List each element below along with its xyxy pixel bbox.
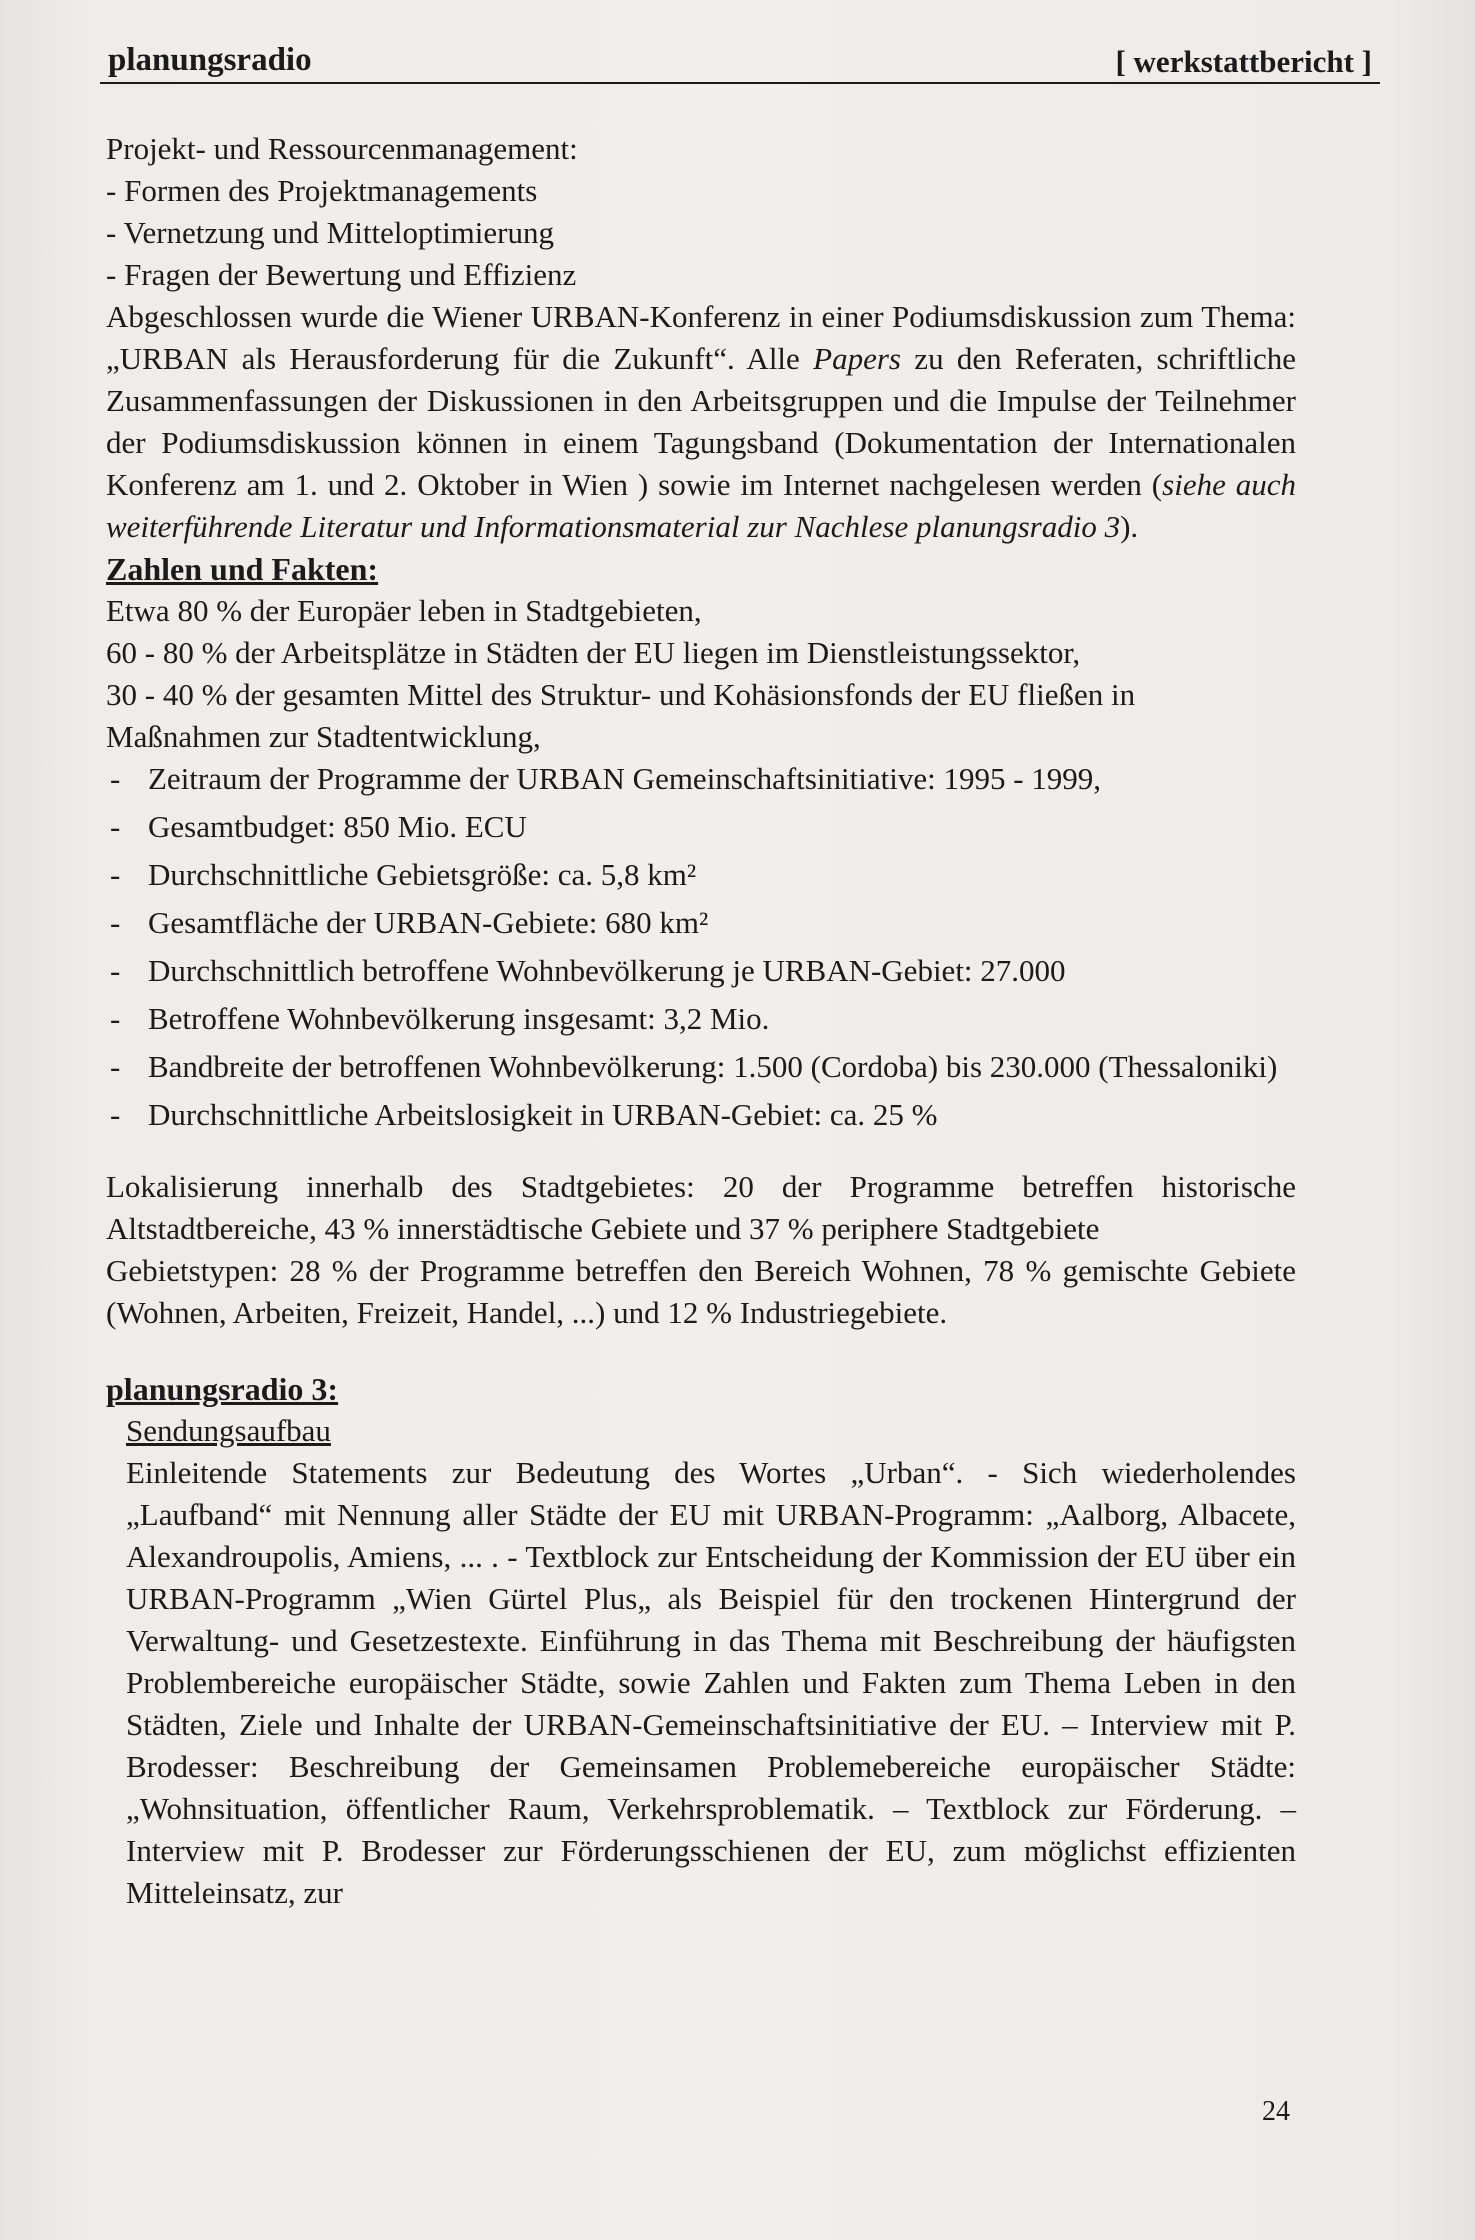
dash-marker: - <box>110 857 121 892</box>
conclusion-paragraph <box>106 296 1296 548</box>
fact-item-text: Betroffene Wohnbevölkerung insgesamt: 3,2 Mio. <box>148 1001 770 1036</box>
running-header <box>100 40 1380 84</box>
conclusion-text: ). <box>1120 509 1139 544</box>
facts-heading: Zahlen und Fakten: <box>106 551 379 587</box>
fact-item-text: Durchschnittliche Arbeitslosigkeit in URBAN-Gebiet: ca. 25 % <box>148 1097 938 1132</box>
dash-marker: - <box>110 1097 121 1132</box>
fact-list-item <box>106 902 1296 944</box>
area-types-paragraph: Gebietstypen: 28 % der Programme betreffen den Bereich Wohnen, 78 % gemischte Gebiete (Wohnen, Arbeiten, Freizeit, Handel, ...) und 12 % Industriegebiete. <box>106 1253 1296 1330</box>
fact-item-text: Durchschnittlich betroffene Wohnbevölkerung je URBAN-Gebiet: 27.000 <box>148 953 1066 988</box>
fact-line: 60 - 80 % der Arbeitsplätze in Städten der EU liegen im Dienstleistungssektor, <box>106 635 1081 670</box>
papers-word: Papers <box>813 341 901 376</box>
fact-line: Etwa 80 % der Europäer leben in Stadtgebieten, <box>106 593 702 628</box>
fact-list-item <box>106 950 1296 992</box>
intro-item: - Fragen der Bewertung und Effizienz <box>106 257 577 292</box>
dash-marker: - <box>110 953 121 988</box>
page-body <box>106 128 1296 1914</box>
dash-marker: - <box>110 761 121 796</box>
fact-list-item <box>106 998 1296 1040</box>
fact-item-text: Gesamtfläche der URBAN-Gebiete: 680 km² <box>148 905 709 940</box>
fact-list-item <box>106 758 1296 800</box>
radio3-section <box>126 1410 1296 1914</box>
dash-marker: - <box>110 1001 121 1036</box>
localization-paragraph: Lokalisierung innerhalb des Stadtgebietes: 20 der Programme betreffen historische Altstadtbereiche, 43 % innerstädtische Gebiete und 37 % periphere Stadtgebiete <box>106 1169 1296 1246</box>
fact-item-text: Gesamtbudget: 850 Mio. ECU <box>148 809 527 844</box>
section-title: Sendungsaufbau <box>126 1413 331 1448</box>
fact-line: 30 - 40 % der gesamten Mittel des Struktur- und Kohäsionsfonds der EU fließen in Maßnahmen zur Stadtentwicklung, <box>106 677 1136 754</box>
fact-item-text: Zeitraum der Programme der URBAN Gemeinschaftsinitiative: 1995 - 1999, <box>148 761 1102 796</box>
program-structure-paragraph: Einleitende Statements zur Bedeutung des Wortes „Urban“. - Sich wiederholendes „Laufband“ mit Nennung aller Städte der EU mit URBAN-Programm: „Aalborg, Albacete, Alexandroupolis, Amiens, ... . - Textblock zur Entscheidung der Kommission der EU über ein URBAN-Programm „Wien Gürtel Plus„ als Beispiel für den trockenen Hintergrund der Verwaltung- und Gesetzestexte. Einführung in das Thema mit Beschreibung der häufigsten Problembereiche europäischer Städte, sowie Zahlen und Fakten zum Thema Leben in den Städten, Ziele und Inhalte der URBAN-Gemeinschaftsinitiative der EU. – Interview mit P. Brodesser: Beschreibung der Gemeinsamen Problemebereiche europäischer Städte: „Wohnsituation, öffentlicher Raum, Verkehrsproblematik. – Textblock zur Förderung. – Interview mit P. Brodesser zur Förderungsschienen der EU, zum möglichst effizienten Mitteleinsatz, zur <box>126 1455 1296 1910</box>
radio3-heading: planungsradio 3: <box>106 1371 339 1407</box>
page-number: 24 <box>1262 2096 1290 2127</box>
intro-title: Projekt- und Ressourcenmanagement: <box>106 131 578 166</box>
reference-note: siehe auch weiterführende Literatur und Informationsmaterial zur Nachlese planungsradio 3 <box>106 467 1296 544</box>
fact-item-text: Durchschnittliche Gebietsgröße: ca. 5,8 km² <box>148 857 697 892</box>
dash-marker: - <box>110 905 121 940</box>
intro-item: - Vernetzung und Mitteloptimierung <box>106 215 554 250</box>
fact-item-text: Bandbreite der betroffenen Wohnbevölkerung: 1.500 (Cordoba) bis 230.000 (Thessaloniki) <box>148 1049 1278 1084</box>
dash-marker: - <box>110 1049 121 1084</box>
fact-list-item <box>106 1094 1296 1136</box>
conclusion-text: zu den Referaten, schriftliche Zusammenfassungen der Diskussionen in den Arbeitsgruppen und die Impulse der Teilnehmer der Podiumsdiskussion können in einem Tagungsband (Dokumentation der Internationalen Konferenz am 1. und 2. Oktober in Wien ) sowie im Internet nachgelesen werden ( <box>106 341 1296 502</box>
header-title: planungsradio <box>108 42 312 78</box>
dash-marker: - <box>110 809 121 844</box>
conclusion-text: Abgeschlossen wurde die Wiener URBAN-Konferenz in einer Podiumsdiskussion zum Thema: „URBAN als Herausforderung für die Zukunft“. Alle <box>106 299 1296 376</box>
fact-list-item <box>106 1046 1296 1088</box>
header-section: [ werkstattbericht ] <box>1115 44 1372 79</box>
fact-list-item <box>106 806 1296 848</box>
fact-list-item <box>106 854 1296 896</box>
intro-item: - Formen des Projektmanagements <box>106 173 538 208</box>
